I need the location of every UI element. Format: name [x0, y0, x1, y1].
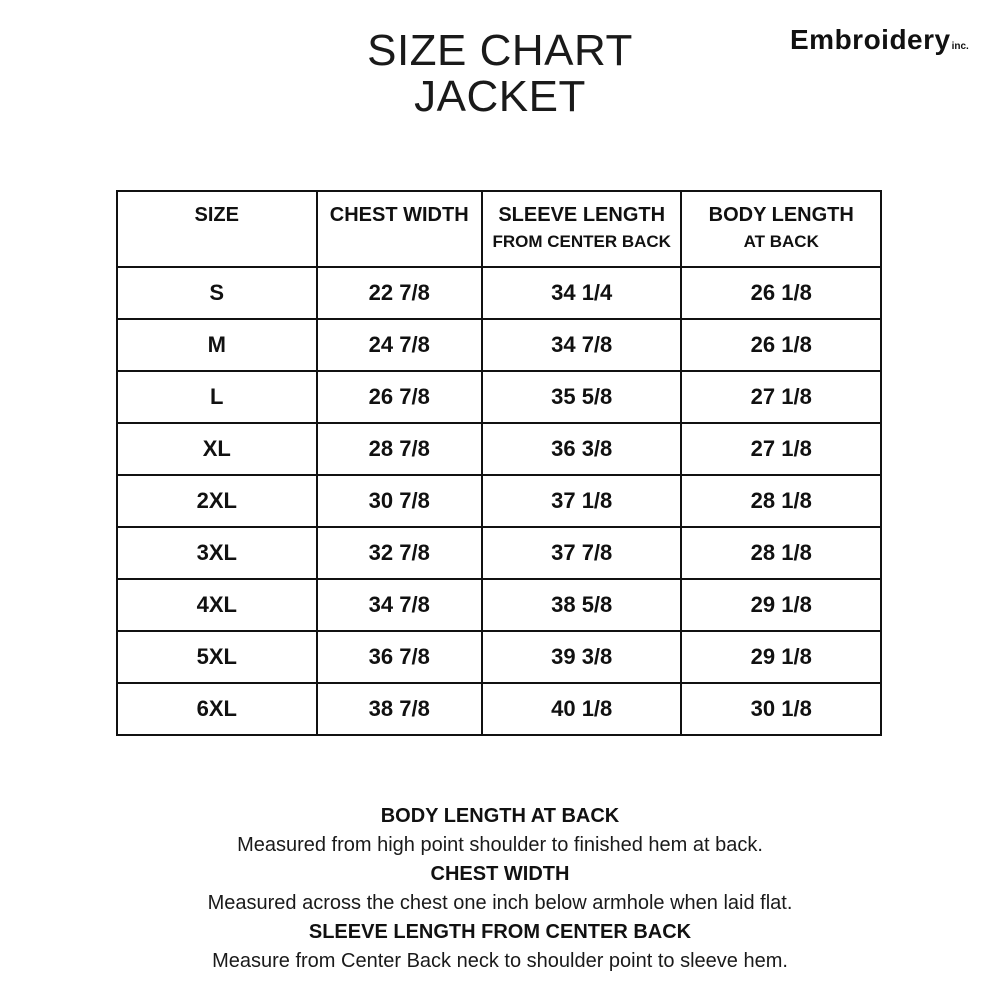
body-length-cell: 26 1/8 — [681, 267, 881, 319]
body-length-cell: 29 1/8 — [681, 631, 881, 683]
size-cell: 6XL — [117, 683, 317, 735]
header-size — [117, 191, 317, 267]
chest-width-cell: 34 7/8 — [317, 579, 482, 631]
body-length-cell: 27 1/8 — [681, 371, 881, 423]
body-length-cell: 29 1/8 — [681, 579, 881, 631]
table-row — [117, 371, 881, 423]
size-cell: XL — [117, 423, 317, 475]
sleeve-length-cell: 37 1/8 — [482, 475, 682, 527]
logo-wordmark: Embroidery — [790, 24, 951, 55]
measurement-notes — [0, 802, 1000, 976]
note-text: Measure from Center Back neck to shoulder point to sleeve hem. — [212, 950, 788, 972]
note-text: Measured from high point shoulder to finished hem at back. — [237, 834, 763, 856]
header-sublabel: FROM CENTER BACK — [492, 232, 671, 251]
body-length-cell: 28 1/8 — [681, 527, 881, 579]
size-cell: L — [117, 371, 317, 423]
header-label: SLEEVE LENGTH — [498, 204, 666, 226]
body-length-cell: 30 1/8 — [681, 683, 881, 735]
size-chart-table — [116, 190, 882, 736]
sleeve-length-cell: 39 3/8 — [482, 631, 682, 683]
brand-logo — [790, 24, 990, 64]
chest-width-cell: 26 7/8 — [317, 371, 482, 423]
header-label: BODY LENGTH — [708, 204, 854, 226]
sleeve-length-cell: 38 5/8 — [482, 579, 682, 631]
size-cell: S — [117, 267, 317, 319]
table-row — [117, 631, 881, 683]
sleeve-length-cell: 36 3/8 — [482, 423, 682, 475]
body-length-cell: 27 1/8 — [681, 423, 881, 475]
sleeve-length-cell: 35 5/8 — [482, 371, 682, 423]
chest-width-cell: 36 7/8 — [317, 631, 482, 683]
note-text: Measured across the chest one inch below armhole when laid flat. — [207, 892, 793, 914]
sleeve-length-cell: 40 1/8 — [482, 683, 682, 735]
table-row — [117, 267, 881, 319]
body-length-cell: 26 1/8 — [681, 319, 881, 371]
note-heading: BODY LENGTH AT BACK — [380, 805, 620, 827]
chest-width-cell: 30 7/8 — [317, 475, 482, 527]
table-row — [117, 683, 881, 735]
chest-width-cell: 38 7/8 — [317, 683, 482, 735]
table-row — [117, 319, 881, 371]
table-row — [117, 579, 881, 631]
size-cell: 3XL — [117, 527, 317, 579]
body-length-cell: 28 1/8 — [681, 475, 881, 527]
header-sleeve-length — [482, 191, 682, 267]
table-row — [117, 527, 881, 579]
header-label: CHEST WIDTH — [329, 204, 469, 226]
chest-width-cell: 24 7/8 — [317, 319, 482, 371]
header-sublabel: AT BACK — [743, 232, 819, 251]
table-header-row — [117, 191, 881, 267]
size-cell: M — [117, 319, 317, 371]
chest-width-cell: 28 7/8 — [317, 423, 482, 475]
note-heading: SLEEVE LENGTH FROM CENTER BACK — [308, 921, 692, 943]
header-body-length — [681, 191, 881, 267]
sleeve-length-cell: 34 7/8 — [482, 319, 682, 371]
size-cell: 2XL — [117, 475, 317, 527]
header-label: SIZE — [194, 204, 239, 226]
sleeve-length-cell: 37 7/8 — [482, 527, 682, 579]
size-cell: 4XL — [117, 579, 317, 631]
sleeve-length-cell: 34 1/4 — [482, 267, 682, 319]
logo-suffix: inc. — [951, 41, 969, 52]
table-body — [117, 267, 881, 735]
size-cell: 5XL — [117, 631, 317, 683]
table-row — [117, 475, 881, 527]
title-line-1: SIZE CHART — [367, 26, 633, 75]
chest-width-cell: 32 7/8 — [317, 527, 482, 579]
chest-width-cell: 22 7/8 — [317, 267, 482, 319]
header-chest-width — [317, 191, 482, 267]
note-heading: CHEST WIDTH — [430, 863, 570, 885]
title-line-2: JACKET — [414, 72, 586, 121]
table-row — [117, 423, 881, 475]
